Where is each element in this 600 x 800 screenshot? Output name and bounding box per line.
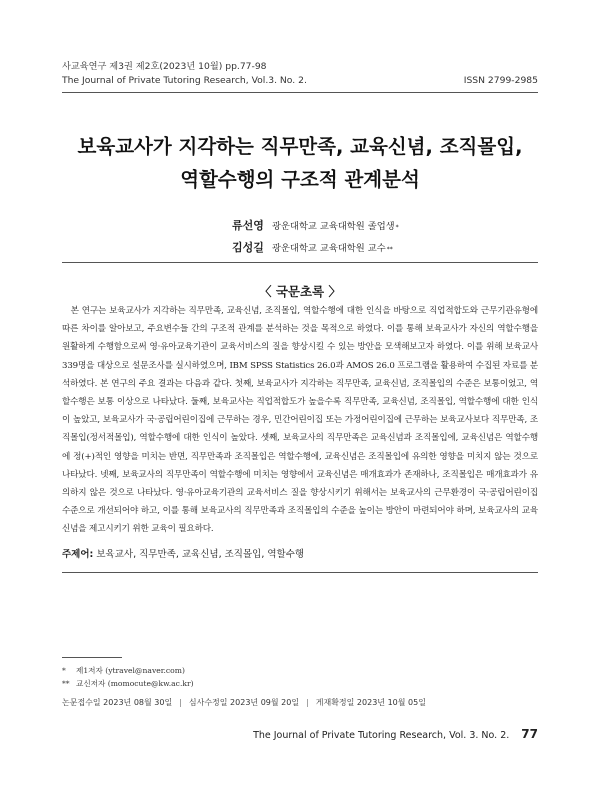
journal-issue-en: The Journal of Private Tutoring Research, Vol.3. No. 2. <box>62 75 307 86</box>
keywords-label: 주제어: <box>62 549 94 560</box>
footnotes <box>62 664 194 690</box>
submission-dates <box>62 697 538 708</box>
footnote-text: 제1저자 (ytravel@naver.com) <box>76 666 185 675</box>
accepted-date: 게재확정일 2023년 10월 05일 <box>315 698 426 707</box>
abstract-heading: 〈 국문초록 〉 <box>258 284 341 299</box>
author-mark: * <box>395 224 399 231</box>
footnote-1 <box>62 664 194 677</box>
footnote-mark: * <box>62 666 66 675</box>
running-footer <box>253 727 538 741</box>
keywords-text: 보육교사, 직무만족, 교육신념, 조직몰입, 역할수행 <box>96 549 305 560</box>
reviewed-date: 심사수정일 2023년 09월 20일 <box>188 698 300 707</box>
header-rule <box>62 92 538 93</box>
running-header <box>62 60 538 88</box>
paper-title <box>62 130 538 196</box>
keywords <box>62 546 538 560</box>
journal-issue-ko: 사교육연구 제3권 제2호(2023년 10월) pp.77-98 <box>62 61 267 72</box>
author-name: 류선영 <box>232 219 264 232</box>
paper-title-line-2: 역할수행의 구조적 관계분석 <box>180 168 420 191</box>
footnote-mark: ** <box>62 679 70 688</box>
author-affiliation: 광운대학교 교육대학원 졸업생 <box>272 221 395 232</box>
author-2 <box>232 238 399 260</box>
author-name: 김성길 <box>232 241 264 254</box>
author-mark: ** <box>386 246 393 253</box>
footnote-2 <box>62 677 194 690</box>
abstract-top-rule <box>62 262 538 263</box>
date-separator: | <box>306 698 309 707</box>
author-1 <box>232 216 399 238</box>
date-separator: | <box>179 698 182 707</box>
footer-journal: The Journal of Private Tutoring Research, Vol. 3. No. 2. <box>253 730 510 741</box>
received-date: 논문접수일 2023년 08월 30일 <box>62 698 173 707</box>
abstract-body: 본 연구는 보육교사가 지각하는 직무만족, 교육신념, 조직몰입, 역할수행에 대한 인식을 바탕으로 직업적합도와 근무기관유형에 따른 차이를 알아보고, 주요변수들 간의 구조적 관계를 분석하는 것을 목적으로 하였다. 이를 통해 보육교사가 자신의 역할수행을 원활하게 수행함으로써 영·유아교육기관이 교육서비스의 질을 향상시킬 수 있는 방안을 모색해보고자 하였다. 이를 위해 보육교사 339명을 대상으로 설문조사를 실시하였으며, IBM SPSS Statistics 26.0과 AMOS 26.0 프로그램을 활용하여 수집된 자료를 분석하였다. 본 연구의 주요 결과는 다음과 같다. 첫째, 보육교사가 지각하는 직무만족, 교육신념, 조직몰입의 수준은 보통이었고, 역할수행은 보통 이상으로 나타났다. 둘째, 보육교사는 직업적합도가 높을수록 직무만족, 교육신념, 조직몰입, 역할수행에 대한 인식이 높았고, 보육교사가 국·공립어린이집에 근무하는 경우, 민간어린이집 또는 가정어린이집에 근무하는 보육교사보다 직무만족, 조직몰입(정서적몰입), 역할수행에 대한 인식이 높았다. 셋째, 보육교사의 직무만족은 교육신념과 조직몰입에, 교육신념은 역할수행에 정(+)적인 영향을 미치는 반면, 직무만족과 조직몰입은 역할수행에, 교육신념은 조직몰입에 유의한 영향을 미치지 않는 것으로 나타났다. 넷째, 보육교사의 직무만족이 역할수행에 미치는 영향에서 교육신념은 매개효과가 존재하나, 조직몰입은 매개효과가 유의하지 않은 것으로 나타났다. 영·유아교육기관의 교육서비스 질을 향상시키기 위해서는 보육교사의 근무환경이 국·공립어린이집 수준으로 개선되어야 하고, 이를 통해 보육교사의 직무만족과 조직몰입의 수준을 높이는 방안이 마련되어야 하며, 보육교사의 교육신념을 제고시키기 위한 교육이 필요하다. <box>62 306 538 535</box>
paper-title-line-1: 보육교사가 지각하는 직무만족, 교육신념, 조직몰입, <box>77 135 523 158</box>
footnote-rule <box>62 657 122 658</box>
abstract-bottom-rule <box>62 572 538 573</box>
author-affiliation: 광운대학교 교육대학원 교수 <box>272 243 386 254</box>
author-list <box>232 216 399 260</box>
footnote-text: 교신저자 (momocute@kw.ac.kr) <box>76 679 194 688</box>
page-number: 77 <box>521 727 538 741</box>
issn: ISSN 2799-2985 <box>463 75 538 86</box>
